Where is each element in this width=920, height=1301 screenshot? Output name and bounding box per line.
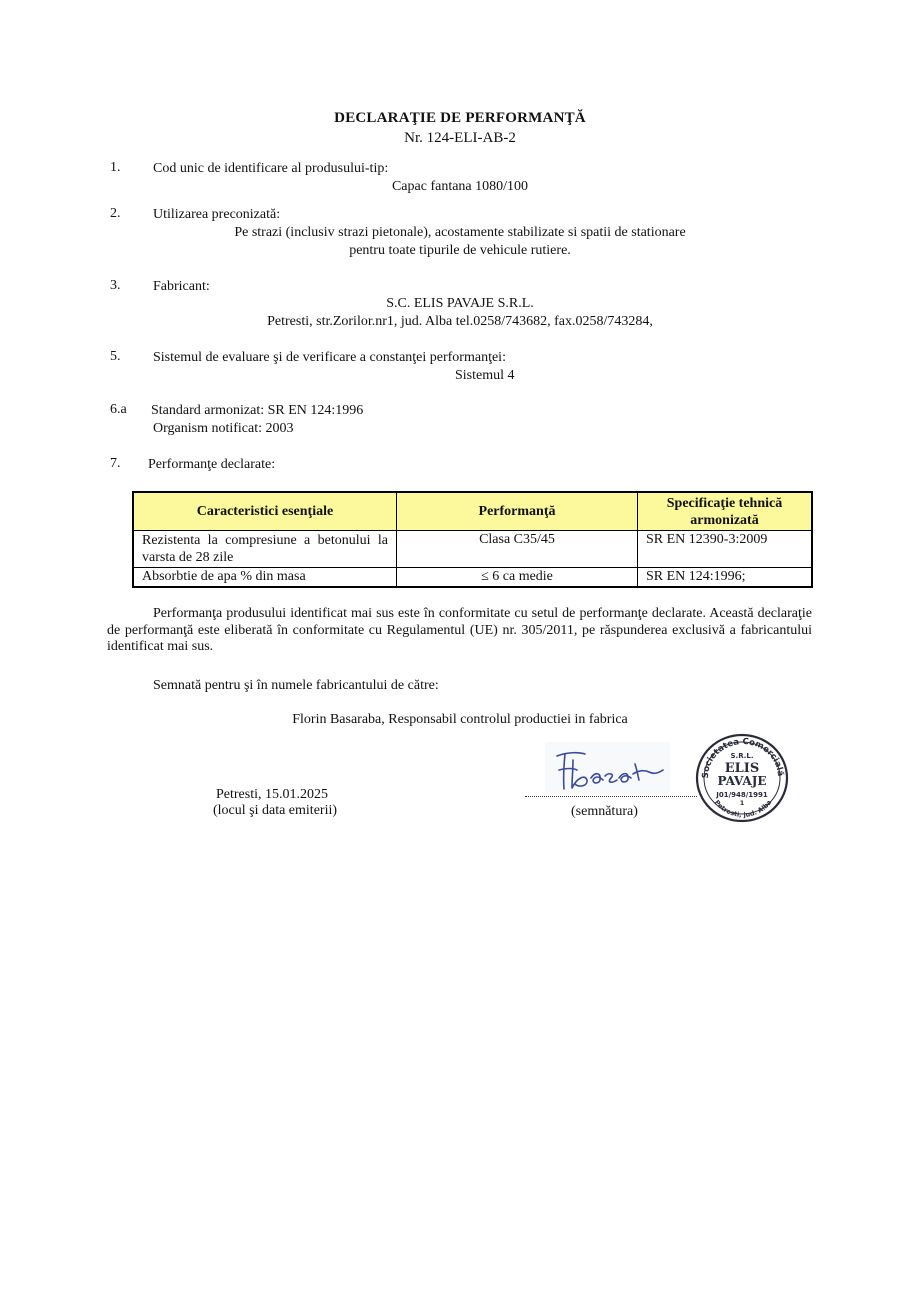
section-5-number: 5. <box>110 349 121 364</box>
stamp-bottom-text: Petresti, jud. Alba <box>712 798 774 819</box>
stamp-name-line1: ELIS <box>724 761 760 776</box>
stamp-name-line2: PAVAJE <box>717 774 767 788</box>
table-row <box>133 531 812 568</box>
document-title: DECLARAŢIE DE PERFORMANŢĂ <box>334 110 586 126</box>
document-number: Nr. 124-ELI-AB-2 <box>404 130 516 146</box>
stamp-arc-text: Societatea Comercială <box>700 736 786 779</box>
company-stamp <box>694 732 792 824</box>
section-3-label: Fabricant: <box>153 279 210 294</box>
section-5-value: Sistemul 4 <box>455 368 515 383</box>
table-cell: SR EN 12390-3:2009 <box>638 531 813 568</box>
manufacturer-address: Petresti, str.Zorilor.nr1, jud. Alba tel.0258/743682, fax.0258/743284, <box>267 314 653 329</box>
section-1-value: Capac fantana 1080/100 <box>391 179 529 194</box>
table-header-characteristics: Caracteristici esenţiale <box>133 492 397 531</box>
signature-caption: (semnătura) <box>571 804 638 819</box>
section-2-number: 2. <box>110 206 121 221</box>
signer-name: Florin Basaraba, Responsabil controlul productiei in fabrica <box>292 712 628 727</box>
section-2-label: Utilizarea preconizată: <box>153 207 281 222</box>
section-2-line1: Pe strazi (inclusiv strazi pietonale), acostamente stabilizate si spatii de stationare <box>234 225 686 240</box>
section-3-number: 3. <box>110 278 121 293</box>
section-5-label: Sistemul de evaluare şi de verificare a constanţei performanţei: <box>153 350 506 365</box>
section-1-label: Cod unic de identificare al produsului-tip: <box>153 161 389 176</box>
notified-body: Organism notificat: 2003 <box>153 421 294 436</box>
table-row <box>133 568 812 588</box>
declaration-paragraph: Performanţa produsului identificat mai sus este în conformitate cu setul de performanţe declarate. Această declaraţie de performanţă este eliberată în conformitate cu Regulamentul (UE) nr. 305/2011, pe răspunderea exclusivă a fabricantului identificat mai sus. <box>107 606 812 654</box>
stamp-registration: J01/948/1991 <box>716 791 768 799</box>
manufacturer-name: S.C. ELIS PAVAJE S.R.L. <box>386 296 534 311</box>
table-cell: SR EN 124:1996; <box>638 568 813 588</box>
place-date-caption: (locul şi data emiterii) <box>213 803 338 818</box>
table-cell: ≤ 6 ca medie <box>397 568 638 588</box>
table-cell: Absorbtie de apa % din masa <box>133 568 397 588</box>
signature-line <box>525 786 697 797</box>
table-header-performance: Performanţă <box>397 492 638 531</box>
section-6a-number: 6.a <box>110 402 127 417</box>
harmonized-standard: Standard armonizat: SR EN 124:1996 <box>151 403 364 418</box>
performance-table <box>132 491 813 588</box>
signed-for-text: Semnată pentru şi în numele fabricantului de către: <box>153 678 439 693</box>
place-date: Petresti, 15.01.2025 <box>216 787 328 802</box>
section-7-label: Performanţe declarate: <box>148 457 276 472</box>
section-7-number: 7. <box>110 456 121 471</box>
table-cell: Clasa C35/45 <box>397 531 638 568</box>
table-header-specification: Specificaţie tehnică armonizată <box>638 492 813 531</box>
section-1-number: 1. <box>110 160 121 175</box>
table-header-row <box>133 492 812 531</box>
table-cell: Rezistenta la compresiune a betonului la varsta de 28 zile <box>133 531 397 568</box>
stamp-srl: S.R.L. <box>730 752 754 760</box>
stamp-registration-number: 1 <box>739 799 745 807</box>
section-2-line2: pentru toate tipurile de vehicule rutiere. <box>349 243 571 258</box>
